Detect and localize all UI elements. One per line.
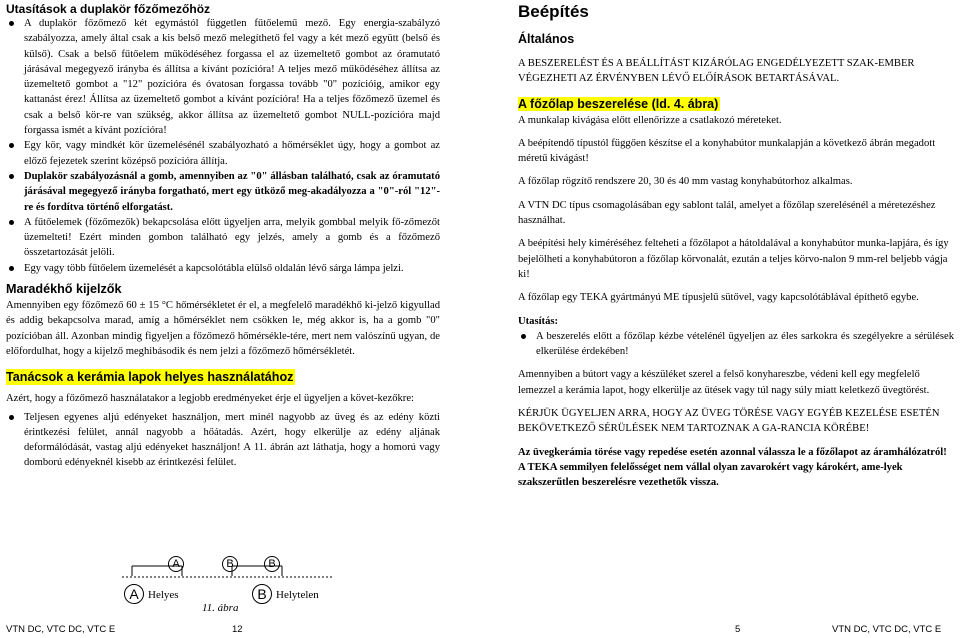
small-label-a: A bbox=[168, 556, 184, 572]
heading-beszereles: A főzőlap beszerelése (ld. 4. ábra) bbox=[518, 96, 719, 111]
list-item: Egy vagy több fűtőelem üzemelését a kapcsolótábla elülső oldalán lévő sárga lámpa jelzi. bbox=[6, 261, 440, 276]
list-item: Teljesen egyenes aljú edényeket használjon, mert minél nagyobb az üveg és az edény közti érintkezési felület, annál nagyobb a hőátadás. Azért, hogy elkerülje az edény aljának deformálódását, vastag aljú edényeket használjon! A 11. ábrán azt láthatja, hogy a homorú vagy domború edényeknél kisebb az érintkezési felület. bbox=[6, 410, 440, 471]
label-b-circle: B bbox=[252, 584, 272, 604]
bullet-icon bbox=[9, 21, 14, 26]
footer-left-models: VTN DC, VTC DC, VTC E bbox=[6, 624, 116, 635]
bullet-icon bbox=[9, 174, 14, 179]
bullet-icon bbox=[9, 415, 14, 420]
para-kimeres: A beépítési hely kiméréséhez felteheti a főzőlapot a hátoldalával a konyhabútor munka-lapjára, és így bejelölheti a konyhabútoron a főzőlap körvonalát, ezután a teljes körvo-nalon 9 mm-rel beljebb vágja ki! bbox=[518, 238, 949, 280]
heading-maradekho: Maradékhő kijelzők bbox=[6, 282, 122, 297]
right-subtitle: Általános bbox=[518, 32, 575, 46]
list-item: A fűtőelemek (főzőmezők) bekapcsolása előtt ügyeljen arra, melyik gombbal melyik fő-zőmezőt üzemelteti! Ezért minden gombon található egy jelzés, amely a gomb és a főzőmező összetartozását jelöli. bbox=[6, 215, 440, 261]
para-rogzito: A főzőlap rögzítő rendszere 20, 30 és 40 mm vastag konyhabútorhoz alkalmas. bbox=[518, 176, 853, 188]
figure-caption: 11. ábra bbox=[202, 602, 239, 614]
page-number-right: 5 bbox=[735, 624, 741, 635]
left-title: Utasítások a duplakör főzőmezőhöz bbox=[6, 2, 211, 16]
para-sablon: A VTN DC típus csomagolásában egy sablont talál, amelyet a főzőlap szerelésénél a méretezéshez használhat. bbox=[518, 199, 936, 227]
para-garancia: KÉRJÜK ÜGYELJEN ARRA, HOGY AZ ÜVEG TÖRÉSE VAGY EGYÉB KEZELÉSE ESETÉN BEKÖVETKEZŐ SÉRÜLÉSEK NEM TARTOZNAK A GA-RANCIA KÖRÉBE! bbox=[518, 408, 940, 435]
list-item: Egy kör, vagy mindkét kör üzemelésénél szabályozható a hőmérséklet úgy, hogy a gombot az előző fejezetek szerint középső pozícióra állítja. bbox=[6, 138, 440, 169]
duplakor-list bbox=[6, 16, 440, 276]
left-page bbox=[6, 0, 440, 471]
tanacsok-list bbox=[6, 410, 440, 471]
right-title: Beépítés bbox=[518, 2, 589, 21]
page-number-left: 12 bbox=[232, 624, 243, 635]
list-item: A beszerelés előtt a főzőlap kézbe vételénél ügyeljen az éles sarkokra és szegélyekre a sérülések elkerülése érdekében! bbox=[518, 329, 954, 360]
bullet-icon bbox=[9, 143, 14, 148]
footer-right-models: VTN DC, VTC DC, VTC E bbox=[832, 624, 942, 635]
para-toreses: Az üvegkerámia törése vagy repedése esetén azonnal válassza le a főzőlapot az áramhálózatról! bbox=[518, 446, 947, 458]
para-felelosseg: A TEKA semmilyen felelősséget nem vállal olyan zavarokért vagy károkért, ame-lyek szakszerűtlen beszerelésre vezethetők vissza. bbox=[518, 461, 903, 489]
right-page bbox=[518, 0, 954, 491]
list-item: A duplakör főzőmező két egymástól független fűtőelemű mező. Egy energia-szabályzó szabályozza, amely által csak a kis belső mező melegíthető fel vagy a két mező együtt (belső és külső). Csak a belső fűtőelem működéséhez forgassa el az üzemeltető gombot az óramutató járásával megegyező irányba és állítsa a kívánt pozícióra! A teljes mező működéséhez állítsa az üzemeltető gombot a "12" pozícióra és óvatosan forgassa tovább "0" pozícióig, amikor egy kattanást érez! Állítsa az üzemeltető gombot a kívánt pozícióra! Ha a teljes főzőmező üzemel és csak a belső kör-re van szükség, akkor állítsa az üzemeltető gombot NULL-pozícióra majd forgassa ismét a kívánt pozícióra! bbox=[6, 16, 440, 138]
list-item: Duplakör szabályozásnál a gomb, amennyiben az "0" állásban található, csak az óramutató járásával megegyező irányba forgatható, mert egy ütköző meg-akadályozza a "0"-ról "12"-re és fordítva történő elforgatást. bbox=[6, 169, 440, 215]
small-label-b2: B bbox=[264, 556, 280, 572]
label-helytelen: Helytelen bbox=[276, 589, 319, 601]
utasitas-label: Utasítás: bbox=[518, 315, 559, 327]
bullet-icon bbox=[9, 220, 14, 225]
figure-11 bbox=[112, 552, 342, 614]
bullet-icon bbox=[9, 266, 14, 271]
small-label-b1: B bbox=[222, 556, 238, 572]
bullet-icon bbox=[521, 334, 526, 339]
label-a-circle: A bbox=[124, 584, 144, 604]
label-helyes: Helyes bbox=[148, 589, 179, 601]
utasitas-list bbox=[518, 329, 954, 360]
para-maradekho: Amennyiben egy főzőmező 60 ± 15 °C hőmérsékletet ér el, a megfelelő maradékhő ki-jelző kigyullad és addig bekapcsolva marad, amíg a hőmérséklet nem csökken le, még akkor is, ha a gomb "0" pozícióban áll. Azonban mindig figyeljen a főzőmező hőmérsékle-tére, mert nem valószínű ugyan, de előfordulhat, hogy a kijelző meghibásodik és nem jelzi a főzőmező hőmérsékletét. bbox=[6, 300, 440, 357]
para-kivagas: A beépítendő típustól függően készítse el a konyhabútor munkalapján a következő ábrán megadott méretű kivágást! bbox=[518, 137, 936, 165]
para-vedes: Amennyiben a bútort vagy a készüléket szerel a felső konyhareszbe, védeni kell egy megfelelő lemezzel a kerámia lapot, hogy elkerülje az ütések vagy túl nagy súly miatt keletkező üvegtörést. bbox=[518, 369, 930, 396]
para-szakember: A BESZERELÉST ÉS A BEÁLLÍTÁST KIZÁRÓLAG ENGEDÉLYEZETT SZAK-EMBER VÉGEZHETI AZ ÉRVÉNYBEN LÉVŐ ELŐÍRÁSOK BETARTÁSÁVAL. bbox=[518, 58, 915, 85]
para-egybeepites: A főzőlap egy TEKA gyártmányú ME típusjelű sütővel, vagy kapcsolótáblával építhető egybe. bbox=[518, 292, 919, 304]
para-munkalap: A munkalap kivágása előtt ellenőrizze a csatlakozó méreteket. bbox=[518, 114, 782, 126]
heading-tanacsok: Tanácsok a kerámia lapok helyes használatához bbox=[6, 370, 294, 385]
para-tanacsok: Azért, hogy a főzőmező használatakor a legjobb eredményeket érje el ügyeljen a követ-kezőkre: bbox=[6, 393, 414, 405]
